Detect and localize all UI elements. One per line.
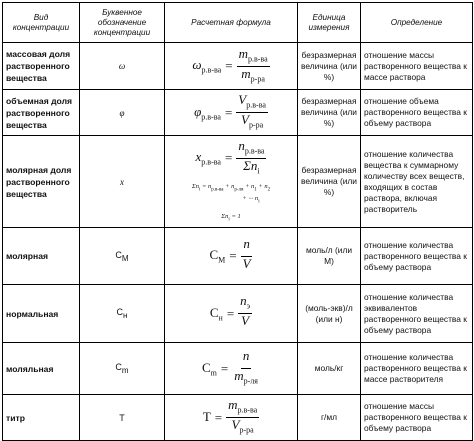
row-definition: отношение количества растворенного вещества к объему раствора xyxy=(361,228,473,285)
row-unit: г/мл xyxy=(298,395,361,441)
table-row xyxy=(3,285,473,343)
sum-unity-equation: $\Sigma n_i = 1$ xyxy=(221,212,241,223)
row-unit: безразмерная величина (или %) xyxy=(298,43,361,90)
row-unit: (моль-экв)/л (или н) xyxy=(298,285,361,343)
row-unit: моль/л (или М) xyxy=(298,228,361,285)
table-row xyxy=(3,395,473,441)
row-name: молярная доля растворенного вещества xyxy=(3,136,80,228)
row-unit: моль/кг xyxy=(298,343,361,395)
header-concentration-type: Вид концентрации xyxy=(3,3,80,43)
row-formula: Т = $\frac{m_{р.в-ва}}{V_{р-ра}}$ xyxy=(165,395,298,441)
row-definition: отношение объема растворенного вещества к объему раствора xyxy=(361,90,473,136)
concentration-table xyxy=(2,2,473,441)
header-definition: Определение xyxy=(361,3,473,43)
row-name: объемная доля растворенного вещества xyxy=(3,90,80,136)
table-row xyxy=(3,228,473,285)
row-definition: отношение массы растворенного вещества к массе раствора xyxy=(361,43,473,90)
row-symbol: φ xyxy=(80,90,165,136)
row-definition: отношение количества растворенного вещества к массе растворителя xyxy=(361,343,473,395)
row-unit: безразмерная величина (или %) xyxy=(298,136,361,228)
row-name: моляльная xyxy=(3,343,80,395)
row-symbol: $С_н$ xyxy=(80,285,165,343)
table-row xyxy=(3,90,473,136)
header-formula: Расчетная формула xyxy=(165,3,298,43)
table-header-row xyxy=(3,3,473,43)
row-symbol: x xyxy=(80,136,165,228)
row-formula: $С_m$ = $\frac{n}{m_{р-ля}}$ xyxy=(165,343,298,395)
row-symbol: $С_М$ xyxy=(80,228,165,285)
row-unit: безразмерная величина (или %) xyxy=(298,90,361,136)
sum-equation: $\Sigma n_i = n_{р.в-ва} + n_{р-ля} + n_1 + n_2$ xyxy=(191,183,271,193)
row-formula: $\omega_{р.в-ва}$ = $\frac{m_{р.в-ва}}{m_{р-ра}}$ xyxy=(165,43,298,90)
row-name: нормальная xyxy=(3,285,80,343)
row-symbol: $С_m$ xyxy=(80,343,165,395)
table-row xyxy=(3,343,473,395)
header-unit: Единица измерения xyxy=(298,3,361,43)
row-name: массовая доля растворенного вещества xyxy=(3,43,80,90)
table-row xyxy=(3,43,473,90)
row-name: титр xyxy=(3,395,80,441)
row-symbol: ω xyxy=(80,43,165,90)
row-formula: $\varphi_{р.в-ва}$ = $\frac{V_{р.в-ва}}{V_{р-ра}}$ xyxy=(165,90,298,136)
row-formula: $С_н$ = $\frac{n_э}{V}$ xyxy=(165,285,298,343)
row-definition: отношение массы растворенного вещества к объему раствора xyxy=(361,395,473,441)
row-definition: отношение количества вещества к суммарному количеству всех веществ, входящих в состав раствора, включая растворитель xyxy=(361,136,473,228)
table-row xyxy=(3,136,473,228)
row-symbol: Т xyxy=(80,395,165,441)
row-formula: $С_М$ = $\frac{n}{V}$ xyxy=(165,228,298,285)
row-formula: $x_{р.в-ва}$ = $\frac{n_{р.в-ва}}{\Sigma n_i}$ $\Sigma n_i = n_{р.в-ва} + n_{р-ля} + n_1 + n_2$ + ··· $n_i$ $\Sigma n_i = 1$ xyxy=(165,136,298,228)
header-symbol: Буквенное обозначение концентрации xyxy=(80,3,165,43)
row-name: молярная xyxy=(3,228,80,285)
row-definition: отношение количества эквивалентов растворенного вещества к объему раствора xyxy=(361,285,473,343)
